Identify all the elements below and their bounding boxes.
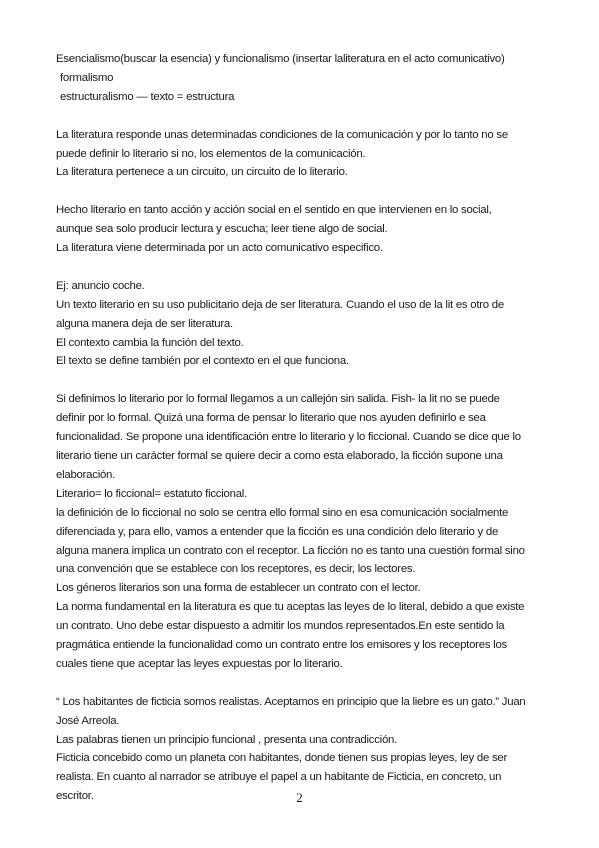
text-line: Esencialismo(buscar la esencia) y funcionalismo (insertar laliteratura en el acto comunicativo) (56, 53, 505, 65)
text-line: una convención que se establece con los receptores, es decir, los lectores. (56, 563, 416, 576)
text-line: Si definimos lo literario por lo formal llegamos a un callejón sin salida. Fish- la lit no se puede (56, 393, 500, 406)
text-line: El contexto cambia la función del texto. (56, 336, 244, 349)
text-line: escritor. (56, 790, 94, 803)
text-line: estructuralismo — texto = estructura (60, 90, 235, 103)
blank-line (56, 182, 546, 201)
text-line: “ Los habitantes de ficticia somos realistas. Aceptamos en principio que la liebre es un gato.” Juan (56, 695, 526, 708)
text-line: Ficticia concebido como un planeta con habitantes, donde tienen sus propias leyes, ley de ser (56, 752, 508, 765)
text-line: un contrato. Uno debe estar dispuesto a admitir los mundos representados.En este sentido la (56, 620, 505, 633)
text-line: La literatura pertenece a un circuito, un circuito de lo literario. (56, 166, 348, 179)
page-number: 2 (296, 790, 303, 805)
text-line: definir por lo formal. Quizá una forma de pensar lo literario que nos ayuden definirlo e sea (56, 412, 486, 425)
text-line: Los géneros literarios son una forma de establecer un contrato con el lector. (56, 582, 421, 595)
text-line: funcionalidad. Se propone una identificación entre lo literario y lo ficcional. Cuando se dice que lo (56, 431, 521, 444)
text-line: puede definir lo literario si no, los elementos de la comunicación. (56, 147, 366, 160)
text-line: José Arreola. (56, 714, 120, 727)
text-line: Hecho literario en tanto acción y acción social en el sentido en que intervienen en lo social, (56, 204, 492, 217)
text-line: Un texto literario en su uso publicitario deja de ser literatura. Cuando el uso de la lit es otro de (56, 298, 504, 311)
text-line: pragmática entiende la funcionalidad como un contrato entre los emisores y los receptores los (56, 639, 507, 652)
blank-line (56, 674, 546, 693)
text-line: la definición de lo ficcional no solo se centra ello formal sino en esa comunicación socialmente (56, 506, 509, 519)
text-line: Ej: anuncio coche. (56, 279, 145, 292)
text-line: La literatura responde unas determinadas condiciones de la comunicación y por lo tanto no se (56, 128, 508, 141)
text-line: La norma fundamental en la literatura es que tu aceptas las leyes de lo literal, debido a que existe (56, 601, 525, 614)
text-line: Las palabras tienen un principio funcional , presenta una contradicción. (56, 733, 398, 746)
text-line: El texto se define también por el contexto en el que funciona. (56, 355, 349, 368)
text-line: realista. En cuanto al narrador se atribuye el papel a un habitante de Ficticia, en concreto, un (56, 771, 502, 784)
body-text (56, 50, 546, 806)
text-line: diferenciada y, para ello, vamos a entender que la ficción es una condición delo literario y de (56, 525, 499, 538)
text-line: Literario= lo ficcional= estatuto ficcional. (56, 487, 247, 500)
text-line: elaboración. (56, 468, 116, 481)
blank-line (56, 107, 546, 126)
text-line: alguna manera implica un contrato con el receptor. La ficción no es tanto una cuestión formal sino (56, 544, 525, 557)
text-line: alguna manera deja de ser literatura. (56, 317, 233, 330)
text-line: La literatura viene determinada por un acto comunicativo especifico. (56, 242, 383, 255)
text-line: cuales tiene que aceptar las leyes expuestas por lo literario. (56, 657, 343, 670)
text-line: aunque sea solo producir lectura y escucha; leer tiene algo de social. (56, 223, 388, 236)
text-line: literario tiene un carácter formal se quiere decir a como esta elaborado, la ficción supone una (56, 449, 503, 462)
text-line: formalismo (60, 71, 114, 84)
blank-line (56, 258, 546, 277)
blank-line (56, 371, 546, 390)
